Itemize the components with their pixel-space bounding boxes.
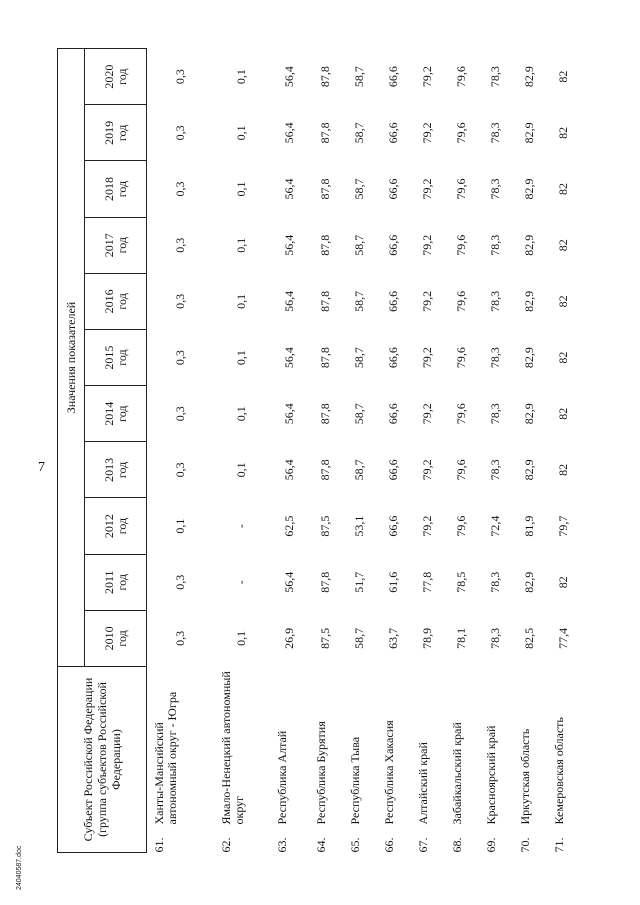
row-number: 62.	[218, 837, 233, 853]
year-label: 2013	[101, 457, 116, 482]
value-cell-2020: 56,4	[281, 66, 296, 88]
value-cell-2016: 87,8	[318, 290, 332, 312]
value-cell-2019: 78,3	[488, 122, 502, 144]
value-cell-2010: 78,9	[420, 627, 434, 649]
value-cell-2014: 82	[556, 407, 570, 420]
year-label: 2012	[101, 514, 116, 539]
value-cell-2015: 66,6	[386, 347, 400, 369]
value-cell-2015: 58,7	[352, 347, 366, 369]
subject-name-cell	[547, 667, 581, 853]
subject-name: Ханты-Мансийский автономный округ - Югра	[152, 691, 179, 825]
value-cell-2018: 87,8	[318, 178, 332, 200]
subject-name: Республика Хакасия	[381, 720, 396, 825]
value-cell-2016: 66,6	[386, 290, 400, 312]
subject-name-cell	[479, 667, 513, 853]
year-header-2011	[85, 554, 147, 610]
table-body	[147, 49, 581, 853]
subject-name-cell	[214, 667, 270, 853]
page-number: 7	[38, 460, 45, 475]
value-cell-2014: 87,8	[318, 403, 332, 425]
value-cell-2011: 87,8	[318, 571, 332, 593]
value-cell-2019: 82,9	[522, 122, 536, 144]
value-cell-2011: 61,6	[386, 571, 400, 593]
value-cell-2019: 82	[556, 126, 570, 139]
value-cell-2014: 0,3	[172, 406, 187, 422]
value-cell-2018: 56,4	[281, 178, 296, 200]
value-cell-2015: 78,3	[488, 347, 502, 369]
value-cell-2016: 56,4	[281, 290, 296, 312]
value-cell-2011: 78,3	[488, 571, 502, 593]
value-cell-2017: 0,1	[234, 237, 248, 253]
year-suffix: год	[114, 68, 129, 85]
value-cell-2011: 82	[556, 576, 570, 589]
row-number: 63.	[274, 837, 289, 853]
value-cell-2020: 0,3	[172, 69, 187, 85]
year-suffix: год	[114, 237, 129, 254]
value-cell-2012: 62,5	[281, 515, 296, 537]
year-suffix: год	[114, 124, 129, 142]
value-cell-2012: 79,7	[556, 515, 570, 537]
value-cell-2020: 66,6	[386, 66, 400, 88]
value-cell-2017: 78,3	[488, 234, 502, 256]
value-cell-2014: 56,4	[281, 403, 296, 425]
row-number: 69.	[483, 837, 498, 853]
value-cell-2012: 81,9	[522, 515, 536, 537]
year-header-2010	[85, 610, 147, 666]
value-cell-2015: 79,2	[420, 347, 434, 369]
year-header-2017	[85, 217, 147, 273]
value-cell-2010: 82,5	[522, 627, 536, 649]
value-cell-2012: 72,4	[488, 515, 502, 537]
table-row	[377, 49, 411, 853]
value-cell-2019: 66,6	[386, 122, 400, 144]
year-suffix: год	[114, 180, 129, 198]
value-cell-2010: 0,1	[234, 630, 248, 646]
value-cell-2012: -	[234, 524, 248, 529]
value-cell-2013: 82	[556, 463, 570, 476]
year-header-2014	[85, 386, 147, 442]
subject-name: Забайкальский край	[449, 722, 464, 825]
value-cell-2020: 79,6	[454, 66, 468, 88]
value-cell-2017: 58,7	[352, 234, 366, 256]
year-suffix: год	[114, 405, 129, 422]
table-row	[147, 49, 214, 853]
value-cell-2012: 0,1	[172, 518, 187, 534]
value-cell-2018: 79,6	[454, 178, 468, 200]
value-cell-2014: 82,9	[522, 403, 536, 425]
value-cell-2015: 82	[556, 351, 570, 364]
year-label: 2014	[101, 401, 116, 426]
year-label: 2010	[101, 626, 116, 651]
value-cell-2014: 58,7	[352, 403, 366, 425]
row-number: 66.	[381, 837, 396, 853]
value-cell-2017: 56,4	[281, 234, 296, 256]
value-cell-2016: 0,3	[172, 293, 187, 309]
footer-doc-id	[16, 830, 32, 890]
year-suffix: год	[114, 517, 129, 535]
value-cell-2015: 87,8	[318, 347, 332, 369]
value-cell-2016: 79,6	[454, 290, 468, 312]
value-cell-2014: 66,6	[386, 403, 400, 425]
subject-name-cell	[411, 667, 445, 853]
subject-name: Республика Тыва	[347, 736, 362, 825]
indicator-values-header: Значения показателей	[58, 49, 85, 667]
rotated-table-container	[57, 48, 582, 853]
year-suffix: год	[114, 630, 129, 647]
value-cell-2014: 78,3	[488, 403, 502, 425]
table-row	[270, 49, 309, 853]
value-cell-2018: 0,3	[172, 181, 187, 197]
table-row	[214, 49, 270, 853]
subject-name-cell	[270, 667, 309, 853]
value-cell-2018: 78,3	[488, 178, 502, 200]
subject-column-header: Субъект Российской Федерации (группа субъектов Российской Федерации)	[58, 667, 147, 853]
subject-name-cell	[147, 667, 214, 853]
year-header-2020	[85, 49, 147, 105]
year-suffix: год	[114, 293, 129, 310]
subject-name: Республика Бурятия	[313, 721, 328, 825]
footer-doc-id-text: 24040587.doc	[16, 845, 23, 890]
year-header-2012	[85, 498, 147, 554]
value-cell-2019: 79,6	[454, 122, 468, 144]
value-cell-2017: 0,3	[172, 237, 187, 253]
value-cell-2013: 56,4	[281, 459, 296, 481]
value-cell-2010: 26,9	[281, 627, 296, 649]
value-cell-2017: 79,6	[454, 234, 468, 256]
value-cell-2018: 79,2	[420, 178, 434, 200]
year-label: 2015	[101, 345, 116, 370]
value-cell-2011: 78,5	[454, 571, 468, 593]
subject-name: Алтайский край	[415, 742, 430, 825]
value-cell-2019: 0,3	[172, 125, 187, 141]
subject-name-cell	[513, 667, 547, 853]
value-cell-2012: 79,2	[420, 515, 434, 537]
value-cell-2013: 79,6	[454, 459, 468, 481]
value-cell-2015: 0,1	[234, 350, 248, 366]
value-cell-2020: 87,8	[318, 66, 332, 88]
row-number: 64.	[313, 837, 328, 853]
year-header-2016	[85, 273, 147, 329]
value-cell-2016: 58,7	[352, 290, 366, 312]
table-row	[445, 49, 479, 853]
year-label: 2016	[101, 289, 116, 314]
subject-name: Иркутская область	[517, 728, 532, 825]
value-cell-2010: 77,4	[556, 627, 570, 649]
value-cell-2010: 0,3	[172, 630, 187, 646]
value-cell-2017: 82,9	[522, 234, 536, 256]
year-label: 2011	[101, 570, 116, 595]
value-cell-2011: 51,7	[352, 571, 366, 593]
value-cell-2019: 56,4	[281, 122, 296, 144]
year-header-2018	[85, 161, 147, 217]
value-cell-2020: 0,1	[234, 69, 248, 85]
subject-name: Красноярский край	[483, 725, 498, 825]
row-number: 61.	[152, 837, 166, 853]
value-cell-2014: 0,1	[234, 406, 248, 422]
value-cell-2013: 58,7	[352, 459, 366, 481]
subject-name: Ямало-Ненецкий автономный округ	[218, 671, 246, 825]
value-cell-2018: 82,9	[522, 178, 536, 200]
value-cell-2010: 78,1	[454, 627, 468, 649]
value-cell-2020: 79,2	[420, 66, 434, 88]
year-label: 2019	[101, 120, 116, 145]
value-cell-2012: 53,1	[352, 515, 366, 537]
value-cell-2016: 79,2	[420, 290, 434, 312]
row-number: 65.	[347, 837, 362, 853]
value-cell-2018: 58,7	[352, 178, 366, 200]
value-cell-2016: 82,9	[522, 290, 536, 312]
table-row	[309, 49, 343, 853]
value-cell-2016: 0,1	[234, 293, 248, 309]
value-cell-2017: 82	[556, 239, 570, 252]
row-number: 70.	[517, 837, 532, 853]
year-suffix: год	[114, 349, 129, 366]
value-cell-2020: 78,3	[488, 66, 502, 88]
value-cell-2013: 66,6	[386, 459, 400, 481]
value-cell-2015: 56,4	[281, 347, 296, 369]
value-cell-2020: 82,9	[522, 66, 536, 88]
value-cell-2011: 77,8	[420, 571, 434, 593]
value-cell-2012: 79,6	[454, 515, 468, 537]
subject-name: Кемеровская область	[551, 717, 566, 825]
year-suffix: год	[114, 461, 129, 479]
value-cell-2019: 0,1	[234, 125, 248, 141]
value-cell-2011: -	[234, 580, 248, 585]
subject-name-cell	[309, 667, 343, 853]
value-cell-2016: 78,3	[488, 290, 502, 312]
year-header-2013	[85, 442, 147, 498]
value-cell-2013: 0,1	[234, 462, 248, 478]
subject-name-cell	[445, 667, 479, 853]
table-row	[547, 49, 581, 853]
table-row	[411, 49, 445, 853]
value-cell-2010: 58,7	[352, 627, 366, 649]
value-cell-2014: 79,2	[420, 403, 434, 425]
value-cell-2015: 82,9	[522, 347, 536, 369]
value-cell-2012: 87,5	[318, 515, 332, 537]
value-cell-2013: 78,3	[488, 459, 502, 481]
row-number: 67.	[415, 837, 430, 853]
table-row	[513, 49, 547, 853]
value-cell-2015: 0,3	[172, 350, 187, 366]
value-cell-2020: 82	[556, 70, 570, 83]
value-cell-2016: 82	[556, 295, 570, 308]
value-cell-2019: 58,7	[352, 122, 366, 144]
year-header-2019	[85, 105, 147, 161]
value-cell-2017: 87,8	[318, 234, 332, 256]
value-cell-2011: 0,3	[172, 574, 187, 590]
value-cell-2015: 79,6	[454, 347, 468, 369]
year-label: 2018	[101, 177, 116, 202]
value-cell-2013: 0,3	[172, 462, 187, 478]
subject-name-cell	[377, 667, 411, 853]
year-label: 2017	[101, 233, 116, 258]
value-cell-2013: 82,9	[522, 459, 536, 481]
value-cell-2020: 58,7	[352, 66, 366, 88]
value-cell-2018: 82	[556, 183, 570, 196]
value-cell-2010: 78,3	[488, 627, 502, 649]
row-number: 71.	[551, 837, 566, 853]
table-row	[479, 49, 513, 853]
value-cell-2013: 79,2	[420, 459, 434, 481]
subject-name-cell	[343, 667, 377, 853]
value-cell-2012: 66,6	[386, 515, 400, 537]
year-header-2015	[85, 329, 147, 385]
value-cell-2018: 66,6	[386, 178, 400, 200]
indicators-table	[57, 48, 581, 853]
value-cell-2010: 63,7	[386, 627, 400, 649]
value-cell-2010: 87,5	[318, 627, 332, 649]
value-cell-2017: 66,6	[386, 234, 400, 256]
value-cell-2014: 79,6	[454, 403, 468, 425]
value-cell-2011: 56,4	[281, 571, 296, 593]
subject-name: Республика Алтай	[274, 730, 289, 825]
value-cell-2011: 82,9	[522, 571, 536, 593]
value-cell-2017: 79,2	[420, 234, 434, 256]
year-suffix: год	[114, 574, 129, 591]
value-cell-2019: 79,2	[420, 122, 434, 144]
year-label: 2020	[101, 64, 116, 89]
value-cell-2019: 87,8	[318, 122, 332, 144]
value-cell-2018: 0,1	[234, 181, 248, 197]
row-number: 68.	[449, 837, 464, 853]
value-cell-2013: 87,8	[318, 459, 332, 481]
table-row	[343, 49, 377, 853]
